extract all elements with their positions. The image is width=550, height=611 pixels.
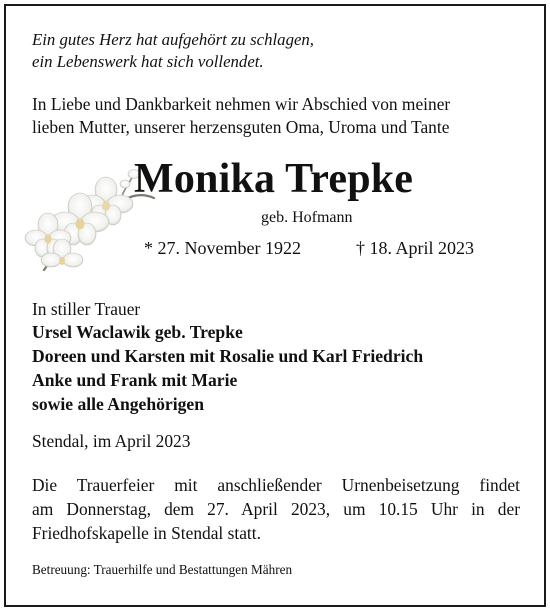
- funeral-home-credit: Betreuung: Trauerhilfe und Bestattungen Mähren: [32, 562, 293, 577]
- deceased-name: Monika Trepke: [134, 156, 414, 202]
- mourner-line-4: sowie alle Angehörigen: [32, 394, 205, 414]
- farewell-line-2: lieben Mutter, unserer herzensguten Oma, Uroma und Tante: [32, 117, 450, 137]
- mourner-line-1: Ursel Waclawik geb. Trepke: [32, 322, 243, 342]
- maiden-name: geb. Hofmann: [261, 209, 353, 226]
- death-date: † 18. April 2023: [356, 238, 475, 258]
- ceremony-line-2: am Donnerstag, dem 27. April 2023, um 10.15 Uhr in der: [32, 499, 520, 519]
- intro-line-1: Ein gutes Herz hat aufgehört zu schlagen,: [32, 30, 314, 49]
- mourner-line-2: Doreen und Karsten mit Rosalie und Karl Friedrich: [32, 346, 424, 366]
- intro-line-2: ein Lebenswerk hat sich vollendet.: [32, 52, 264, 71]
- ceremony-line-3: Friedhofskapelle in Stendal statt.: [32, 523, 261, 543]
- mourner-line-3: Anke und Frank mit Marie: [32, 370, 238, 390]
- place-date: Stendal, im April 2023: [32, 431, 191, 451]
- farewell-line-1: In Liebe und Dankbarkeit nehmen wir Abschied von meiner: [32, 94, 451, 114]
- ceremony-line-1: Die Trauerfeier mit anschließender Urnenbeisetzung findet: [32, 475, 520, 495]
- mourning-intro: In stiller Trauer: [32, 299, 141, 319]
- birth-date: * 27. November 1922: [144, 238, 301, 258]
